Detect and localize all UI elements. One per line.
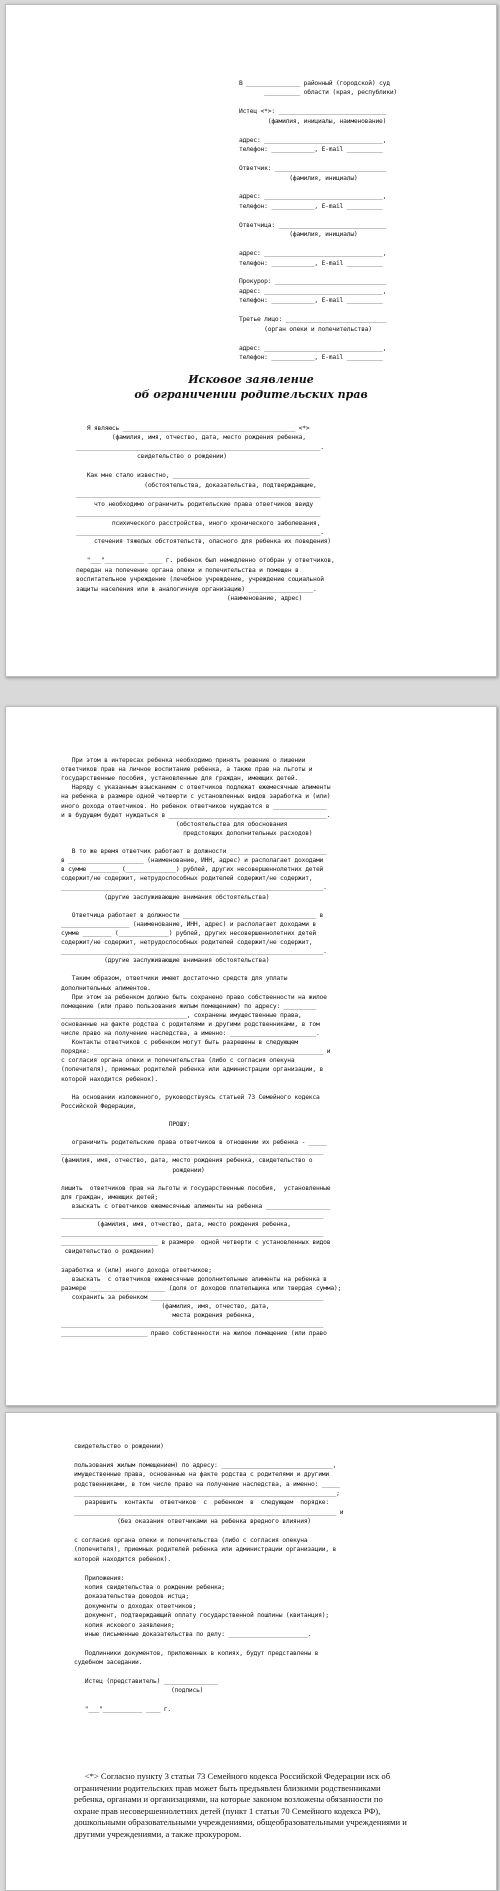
footnote-line: другими учреждениями, а также прокурором.: [74, 1828, 242, 1839]
body-line: разрешить контакты ответчиков с ребенком в следующем порядке:: [74, 1499, 329, 1507]
body-line: взыскать с ответчиков ежемесячные дополнительные алименты на ребенка в: [61, 1275, 327, 1283]
header-line: адрес: _________________________________,: [239, 344, 387, 352]
body-line: ограничить родительские права ответчиков в отношении их ребенка - _____: [61, 1139, 327, 1147]
body-line: (подпись): [74, 1687, 204, 1695]
body-line: (фамилия, имя, отчество, дата, место рождения ребенка,: [76, 434, 306, 442]
header-line: (фамилия, инициалы, наименование): [239, 117, 387, 125]
body-line: с согласия органа опеки и попечительства (либо с согласия опекуна: [74, 1537, 308, 1544]
body-line: _________________________________________________________________________: [61, 1321, 324, 1329]
body-line: _________________________________________________________________________.: [61, 948, 327, 956]
header-line: телефон: ____________, E-mail __________: [239, 354, 383, 362]
header-line: __________ области (края, республики): [239, 89, 398, 97]
body-line: психического расстройства, иного хронического заболевания,: [76, 519, 321, 527]
header-line: адрес: _________________________________,: [239, 136, 387, 144]
footnote-line: охране прав несовершеннолетних детей (пункт 1 статьи 70 Семейного кодекса РФ),: [74, 1805, 381, 1816]
body-line: При этом за ребенком должно быть сохранено право собственности на жилое: [61, 993, 327, 1001]
body-line: размере _____________________ (доля от доходов плательщика или твердая сумма);: [61, 1284, 342, 1292]
body-line: свидетельство о рождении): [76, 453, 227, 461]
body-line: Наряду с указанным взысканием с ответчиков подлежат ежемесячные алименты: [61, 784, 331, 792]
header-line: Ответчик: _______________________________: [239, 165, 387, 173]
body-line: лишить ответчиков прав на льготы и государственные пособия, установленные: [61, 1184, 331, 1192]
body-line: _________________________________________________________________________: [61, 1212, 324, 1219]
body-line: свидетельство о рождении): [74, 1443, 164, 1450]
body-line: (наименование, адрес): [76, 595, 303, 603]
body-line: заработка и (или) иного дохода ответчиков;: [61, 1266, 212, 1274]
body-line: (обстоятельства, доказательства, подтверждающие,: [76, 481, 317, 489]
body-line: Приложения:: [74, 1574, 125, 1582]
header-line: адрес: _________________________________,: [239, 287, 387, 295]
body-line: _________________________________________________________________________.: [61, 884, 327, 892]
body-line: _________________________________________________________________________ и: [74, 1508, 344, 1516]
document-page-2: [5, 706, 497, 1406]
body-line: имущественные права, основанные на факте родства с родителями и другими: [74, 1471, 329, 1479]
footnote-line: <*> Согласно пункту 3 статьи 73 Семейного кодекса Российской Федерации иск об: [74, 1771, 391, 1781]
body-line: (без оказания ответчиками на ребенка вредного влияния): [74, 1518, 312, 1526]
body-line: дополнительных алиментов.: [61, 984, 151, 992]
body-line: предстоящих дополнительных расходов): [61, 829, 313, 837]
body-line: _________________________________________________________________________;: [74, 1490, 340, 1497]
body-line: иные письменные доказательства по делу: ______________________.: [74, 1631, 312, 1638]
body-line: доказательства доводов истца;: [74, 1593, 189, 1601]
document-subtitle: об ограничении родительских прав: [134, 388, 368, 401]
body-line: При этом в интересах ребенка необходимо принять решение о лишении: [61, 757, 306, 764]
body-line: Российской Федерации,: [61, 1102, 137, 1110]
document-page-1: [5, 4, 497, 677]
body-line: взыскать с ответчиков ежемесячные алименты на ребенка __________________: [61, 1202, 331, 1210]
header-line: телефон: ____________, E-mail __________: [239, 146, 383, 154]
body-line: _________________________________________________________________________: [61, 1148, 324, 1156]
body-line: Таким образом, ответчики имеют достаточно средств для уплаты: [61, 975, 288, 983]
body-line: с согласия органа опеки и попечительства (либо с согласия опекуна: [61, 1057, 295, 1065]
body-line: рождении): [61, 1166, 205, 1174]
body-line: в _____________________ (наименование, ИНН, адрес) и располагает доходами: [61, 857, 324, 865]
body-line: помещение (или право пользования жилым помещением) по адресу: _________: [61, 1002, 316, 1010]
body-line: ___________________ (наименование, ИНН, адрес) и располагает доходами в: [61, 920, 316, 928]
body-line: (другие заслуживающие внимания обстоятельства): [61, 893, 270, 901]
body-line: На основании изложенного, руководствуясь статьей 73 Семейного кодекса: [61, 1093, 320, 1101]
body-line: которой находится ребенок).: [61, 1075, 158, 1083]
body-line: что необходимо ограничить родительские права ответчиков ввиду: [76, 500, 314, 508]
body-line: (фамилия, имя, отчество, дата,: [61, 1303, 270, 1310]
body-line: копия искового заявления;: [74, 1621, 175, 1629]
document-title: Исковое заявление: [188, 373, 314, 386]
body-line: воспитательное учреждение (лечебное учреждение, учреждение социальной: [76, 576, 324, 584]
body-line: ____________________________________________________________________.: [76, 443, 324, 451]
header-line: Третье лицо: ____________________________: [239, 316, 387, 324]
body-line: ___________________________ в размере одной четверти с установленных видов: [61, 1239, 331, 1247]
body-line: (фамилия, имя, отчество, дата, место рождения ребенка,: [61, 1221, 291, 1229]
body-line: места рождения ребенка,: [61, 1312, 255, 1320]
header-line: (фамилия, инициалы): [239, 174, 358, 182]
body-line: которой находится ребенок).: [74, 1555, 171, 1563]
body-line: сохранить за ребенком ________________________________________________: [61, 1293, 324, 1301]
body-line: основанные на факте родства с родителями и другими родственниками, в том: [61, 1020, 320, 1028]
body-line: (обстоятельства для обоснования: [61, 820, 288, 828]
body-line: и в будущем будет нуждаться в ____________________________________________.: [61, 811, 331, 819]
body-line: содержит/не содержит, нетрудоспособных родителей содержит/не содержит,: [61, 939, 313, 946]
header-line: телефон: ____________, E-mail __________: [239, 202, 383, 210]
body-line: "___"___________ ____ г.: [74, 1706, 171, 1714]
body-line: иного дохода ответчиков. Но ребенок ответчиков нуждается в _______________: [61, 802, 327, 810]
body-line: Как мне стало известно, ______________________________________: [76, 472, 310, 480]
body-line: судебном заседании.: [74, 1659, 143, 1667]
body-line: государственные пособия, установленные для граждан, имеющих детей.: [61, 775, 299, 783]
body-line: пользования жилым помещением) по адресу: _______________________________,: [74, 1461, 337, 1469]
body-line: "___"___________ ____ г. ребенок был немедленно отобран у ответчиков,: [76, 557, 335, 565]
body-line: защиты населения или в аналогичную организацию) __________________.: [76, 585, 317, 593]
header-line: (орган опеки и попечительства): [239, 325, 372, 333]
body-line: в сумме ________ (______________) рублей, других несовершеннолетних детей: [61, 866, 324, 874]
body-line: Ответчица работает в должности _____________________________________ в: [61, 911, 324, 919]
body-line: Я являюсь ________________________________________________ <*>: [76, 425, 310, 432]
body-line: копия свидетельства о рождении ребенка;: [74, 1584, 225, 1591]
header-line: телефон: ____________, E-mail __________: [239, 297, 383, 305]
body-line: ___________________________________, сохранены имущественные права,: [61, 1011, 302, 1019]
body-line: Подлинники документов, приложенных в копиях, будут представлены в: [74, 1649, 319, 1657]
header-line: В _______________ районный (городской) суд: [239, 80, 390, 87]
footnote-line: дошкольными образовательными учреждениями, общеобразовательными учреждениями и: [74, 1817, 407, 1827]
body-line: родственниками, в том числе право на получение наследства, а именно: _____: [74, 1480, 340, 1488]
header-line: телефон: ____________, E-mail __________: [239, 259, 383, 267]
document-page-3: [5, 1412, 497, 1891]
body-line: порядке: ________________________________________________________________ и: [61, 1048, 331, 1056]
body-line: числе право на получение наследства, а именно: ________________________.: [61, 1030, 320, 1037]
header-line: адрес: _________________________________,: [239, 193, 387, 201]
footnote-line: ограничении родительских прав может быть предъявлен близкими родственниками: [74, 1782, 381, 1793]
body-line: ____________________________________________________________________: [76, 510, 321, 518]
body-line: (фамилия, имя, отчество, дата, место рождения ребенка, свидетельство о: [61, 1157, 313, 1165]
body-line: Контакты ответчиков с ребенком могут быть разрешены в следующем: [61, 1039, 299, 1047]
body-line: на ребенка в размере одной четверти с установленных видов заработка и (или): [61, 793, 331, 801]
body-line: Истец (представитель) _______________: [74, 1678, 218, 1685]
body-line: _________________________________________________________________________: [61, 1230, 324, 1238]
body-line: стечения тяжелых обстоятельств, опасного для ребенка их поведения): [76, 538, 331, 546]
body-line: (другие заслуживающие внимания обстоятельства): [61, 957, 270, 965]
body-line: В то же время ответчик работает в должности ___________________________: [61, 848, 327, 855]
header-line: Прокурор: _______________________________: [239, 278, 387, 286]
body-line: ____________________________________________________________________: [76, 491, 321, 499]
body-line: документы о доходах ответчиков;: [74, 1602, 197, 1610]
body-line: ____________________________________________________________________.: [76, 528, 324, 536]
body-line: передан на попечение органа опеки и попечительства и помещен в: [76, 566, 299, 574]
header-line: (фамилия, инициалы): [239, 231, 358, 239]
body-line: ответчиков прав на личное воспитание ребенка, а также прав на льготы и: [61, 766, 313, 774]
body-line: документ, подтверждающий оплату государственной пошлины (квитанция);: [74, 1612, 329, 1620]
header-line: Ответчица: ______________________________: [239, 221, 387, 229]
body-line: для граждан, имеющих детей;: [61, 1193, 158, 1201]
body-line: сумме ________ (______________) рублей, других несовершеннолетних детей: [61, 929, 316, 937]
body-line: ________________________ право собственности на жилое помещение (или право: [61, 1330, 327, 1338]
body-line: ПРОШУ:: [61, 1121, 191, 1128]
body-line: (попечителя), приемных родителей ребенка или администрации организации, в: [61, 1066, 324, 1074]
body-line: свидетельство о рождении): [61, 1248, 155, 1256]
footnote-line: ребенка, органами и организациями, на которые законом возложены обязанности по: [74, 1794, 383, 1804]
header-line: адрес: _________________________________,: [239, 250, 387, 258]
header-line: Истец <*>: ______________________________: [239, 108, 387, 116]
body-line: содержит/не содержит, нетрудоспособных родителей содержит/не содержит,: [61, 875, 313, 883]
body-line: (попечителя), приемных родителей ребенка или администрации организации, в: [74, 1546, 337, 1554]
